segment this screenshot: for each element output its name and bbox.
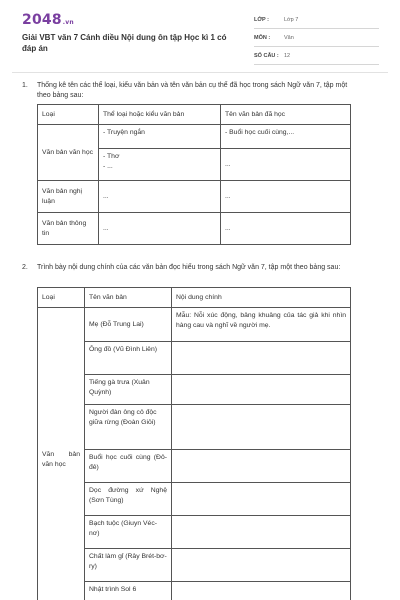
cell-title: Ông đồ (Vũ Đình Liên) [85,342,172,375]
meta-row-subject [254,31,379,47]
column-header-content: Nội dung chính [172,288,351,308]
cell-title: Mẹ (Đỗ Trung Lai) [85,308,172,342]
question-2-number: 2. [22,264,28,271]
cell-name: - Buổi học cuối cùng,... [221,125,351,149]
table-row [38,342,351,375]
cell-name: ... [221,149,351,181]
table-row [38,516,351,549]
cell-content [172,342,351,375]
cell-content [172,483,351,516]
meta-row-class [254,13,379,29]
cell-title: Nhật trình Sol 6 [85,582,172,600]
cell-name: ... [221,181,351,213]
cell-genre: ... [99,181,221,213]
meta-key-class: LỚP : [254,17,269,23]
cell-title: Dọc đường xứ Nghệ (Sơn Tùng) [85,483,172,516]
cell-content [172,375,351,405]
row-type-argument: Văn bản nghị luận [38,181,99,213]
cell-genre: - Truyện ngắn [99,125,221,149]
table-row [38,450,351,483]
table-row [38,308,351,342]
cell-genre-line: - Thơ [103,153,120,160]
cell-content [172,582,351,600]
cell-content: Mẫu: Nỗi xúc động, bâng khuâng của tác giả khi nhìn hàng cau và nghĩ về người mẹ. [172,308,351,342]
table-row [38,213,351,245]
cell-content [172,405,351,450]
question-1-number: 1. [22,82,28,89]
cell-genre [99,149,221,181]
cell-content [172,549,351,582]
table-row [38,582,351,600]
table-row [38,483,351,516]
column-header-type: Loại [38,288,85,308]
column-header-genre: Thể loại hoặc kiểu văn bản [99,105,221,125]
meta-value-class: Lớp 7 [284,17,299,23]
column-header-title: Tên văn bản [85,288,172,308]
group-label-literary: Văn bản văn học [38,308,85,600]
document-meta [254,13,379,67]
cell-name: ... [221,213,351,245]
cell-title: Buổi học cuối cùng (Đô-đê) [85,450,172,483]
cell-content [172,516,351,549]
cell-title: Người đàn ông cô độc giữa rừng (Đoàn Giỏi) [85,405,172,450]
column-header-name: Tên văn bản đã học [221,105,351,125]
question-1-text: Thống kê tên các thể loại, kiểu văn bản và tên văn bản cụ thể đã học trong sách Ngữ văn 7, tập một theo bảng sau: [37,82,348,99]
meta-row-question-count [254,49,379,65]
meta-value-subject: Văn [284,35,294,41]
meta-value-question-count: 12 [284,53,291,59]
cell-title: Bạch tuộc (Giuyn Véc-nơ) [85,516,172,549]
table-header-row [38,105,351,125]
logo-text: 2048 [22,12,62,28]
question-1 [22,81,362,101]
table-header-row [38,288,351,308]
meta-key-subject: MÔN : [254,35,271,41]
row-type-literary: Văn bản văn học [38,125,99,181]
meta-key-question-count: SỐ CÂU : [254,53,279,59]
header-divider [12,72,388,73]
question-1-table [37,104,351,245]
table-row [38,375,351,405]
question-2-text: Trình bày nội dung chính của các văn bản đọc hiểu trong sách Ngữ văn 7, tập một theo bảng sau: [37,264,341,271]
cell-content [172,450,351,483]
logo-suffix: .vn [62,19,74,26]
document-title: Giải VBT văn 7 Cánh diều Nội dung ôn tập Học kì 1 có đáp án [22,33,227,53]
table-row [38,405,351,450]
cell-genre-line: - ... [103,163,113,170]
cell-genre: ... [99,213,221,245]
table-row [38,125,351,149]
cell-title: Chất làm gỉ (Rây Brét-bơ-ry) [85,549,172,582]
row-type-info: Văn bản thông tin [38,213,99,245]
site-logo[interactable] [22,12,74,28]
column-header-type: Loại [38,105,99,125]
cell-title: Tiếng gà trưa (Xuân Quỳnh) [85,375,172,405]
table-row [38,181,351,213]
page-header [0,0,400,66]
table-row [38,549,351,582]
question-2-table [37,287,351,600]
question-2 [22,263,362,273]
